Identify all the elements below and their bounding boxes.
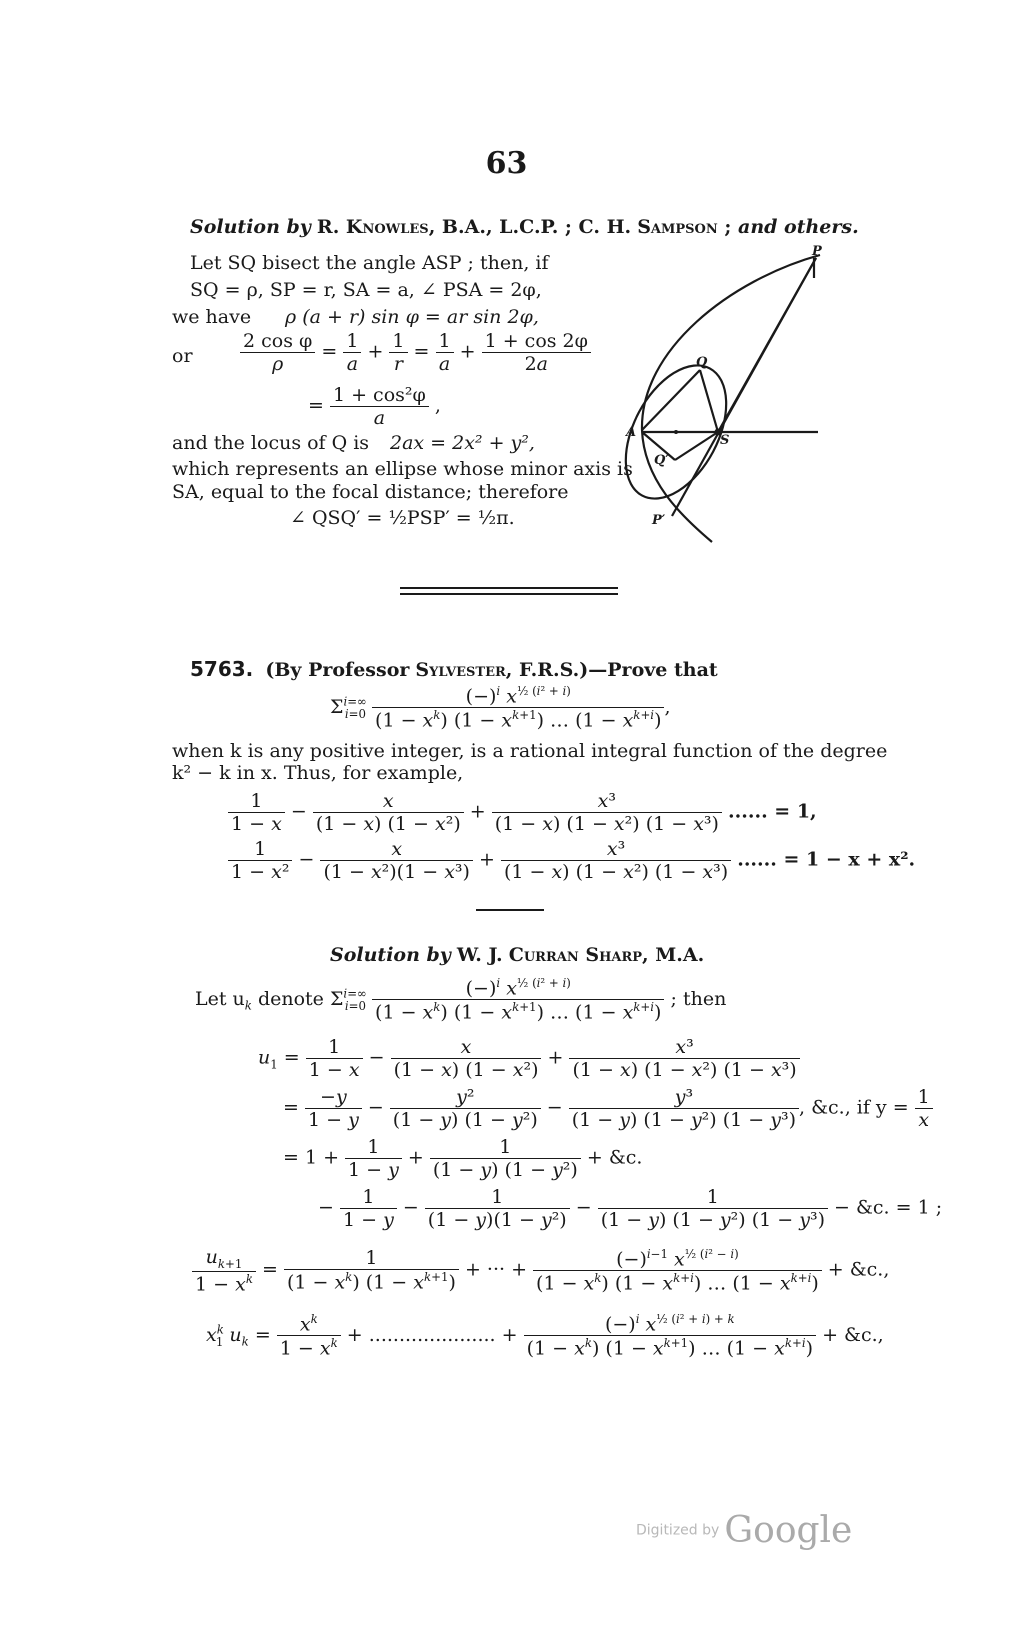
solution1-line10: ∠ QSQ′ = ½PSP′ = ½π. bbox=[290, 507, 515, 529]
solution2-definition: Let $u_k$ denote $\Sigma^{i=\infty}_{i=0}$ $\frac{(-)^i x^{\frac{1}{2} (i^2 + i)}}{(1 - x^k) (1 - x^{k+1}) \dots (1 - x^{k+i})}$ ; then bbox=[195, 976, 727, 1024]
page-number: 63 bbox=[485, 146, 528, 181]
label-p: P bbox=[812, 244, 822, 259]
solution2-heading: Solution by W. J. Curran Sharp, M.A. bbox=[330, 944, 705, 966]
label-q: Q bbox=[696, 355, 708, 370]
solution1-or: or bbox=[172, 345, 193, 367]
solution2-recurrence: $\frac{u_{k+1}}{1 - x^k}$ = $\frac{1}{(1 - x^k) (1 - x^{k+1})}$ + ··· + $\frac{(-)^{i-1} x^{\frac{1}{2} (i^2 - i)}}{(1 - x^k) (1 - x^{k+i}) \dots (1 - x^{k+i})}$ + &c., bbox=[192, 1246, 889, 1295]
google-logo: Google bbox=[724, 1510, 853, 1551]
solution1-line2: SQ = ρ, SP = r, SA = a, ∠ PSA = 2φ, bbox=[190, 279, 542, 301]
solution1-line7-eq: 2ax = 2x² + y², bbox=[390, 432, 535, 454]
solution2-step1: $u_1$ = $\frac{1}{1 - x}$ − $\frac{x}{\text{(1 − x) (1 − x²)}}$ + $\frac{\text{x³}}{\text{(1 − x) (1 − x²) (1 − x³)}}$ bbox=[258, 1036, 800, 1081]
short-divider bbox=[476, 909, 544, 911]
section-divider-bottom bbox=[400, 593, 618, 595]
label-a: A bbox=[626, 425, 637, 440]
solution1-line9: SA, equal to the focal distance; therefore bbox=[172, 481, 569, 503]
solution1-line1: Let SQ bisect the angle ASP ; then, if bbox=[190, 252, 549, 274]
solution2-step3: = 1 + $\frac{1}{1 - y}$ + $\frac{1}{\text{(1 − y) (1 − y²)}}$ + &c. bbox=[283, 1136, 643, 1181]
solution2-final: $x^k_1$ $u_k$ = $\frac{x^k}{1 - x^k}$ + ..................... + $\frac{(-)^i x^{\frac{1}{2} (i^2 + i) + k}}{(1 - x^k) (1 - x^{k+1}) \dots (1 - x^{k+i})}$ + &c., bbox=[206, 1312, 884, 1360]
solution1-heading: Solution by R. Knowles, B.A., L.C.P. ; C. H. Sampson ; and others. bbox=[190, 216, 859, 238]
label-q-prime: Q′ bbox=[654, 453, 669, 468]
problem-series: $\Sigma^{i=\infty}_{i=0}$ $\frac{(-)^i x^{\frac{1}{2} (i^2 + i)}}{(1 - x^k) (1 - x^{k+1}) \dots (1 - x^{k+i})}$ , bbox=[330, 684, 671, 732]
solution1-line3: ρ (a + r) sin φ = ar sin 2φ, bbox=[285, 306, 539, 328]
label-p-prime: P′ bbox=[652, 513, 666, 528]
section-divider-top bbox=[400, 587, 618, 589]
solution1-line3-lead: we have bbox=[172, 306, 252, 328]
solution1-line7: and the locus of Q is bbox=[172, 432, 370, 454]
label-s: S bbox=[720, 433, 730, 448]
example-1: $\frac{1}{1 - x}$ − $\frac{x}{\text{(1 − x) (1 − x²)}}$ + $\frac{\text{x³}}{\text{(1 − x) (1 − x²) (1 − x³)}}$ ...... = 1, bbox=[228, 790, 817, 835]
example-2: $\frac{1}{\text{1 − x²}}$ − $\frac{x}{\text{(1 − x²)(1 − x³)}}$ + $\frac{\text{x³}}{\text{(1 − x) (1 − x²) (1 − x³)}}$ ...... = 1 − x + x². bbox=[228, 838, 915, 883]
digitized-watermark: Digitized by Google bbox=[636, 1510, 853, 1551]
solution1-equation-1: $\frac{\text{2 cos φ}}{\rho}$ = $\frac{1}{a}$ + $\frac{1}{r}$ = $\frac{1}{a}$ + $\frac{1 + \cos 2\varphi}{2a}$ bbox=[240, 330, 591, 375]
solution2-step2: = $\frac{-y}{1 - y}$ − $\frac{\text{y²}}{\text{(1 − y) (1 − y²)}}$ − $\frac{\text{y³}}{\text{(1 − y) (1 − y²) (1 − y³)}}$ , &c., if y = $\frac{1}{x}$ bbox=[283, 1086, 933, 1131]
problem-condition-2: k² − k in x. Thus, for example, bbox=[172, 762, 464, 784]
ellipse-figure bbox=[620, 240, 860, 560]
problem-heading: 5763. (By Professor Sylvester, F.R.S.)—Prove that bbox=[190, 657, 718, 681]
solution1-line8: which represents an ellipse whose minor axis is bbox=[172, 458, 633, 480]
solution1-equation-2: = $\frac{\text{1 + cos²φ}}{a}$ , bbox=[308, 384, 441, 429]
solution2-step4: − $\frac{1}{1 - y}$ − $\frac{1}{\text{(1 − y)(1 − y²)}}$ − $\frac{1}{\text{(1 − y) (1 − y²) (1 − y³)}}$ − &c. = 1 ; bbox=[318, 1186, 943, 1231]
problem-condition: when k is any positive integer, is a rational integral function of the degree bbox=[172, 740, 888, 762]
